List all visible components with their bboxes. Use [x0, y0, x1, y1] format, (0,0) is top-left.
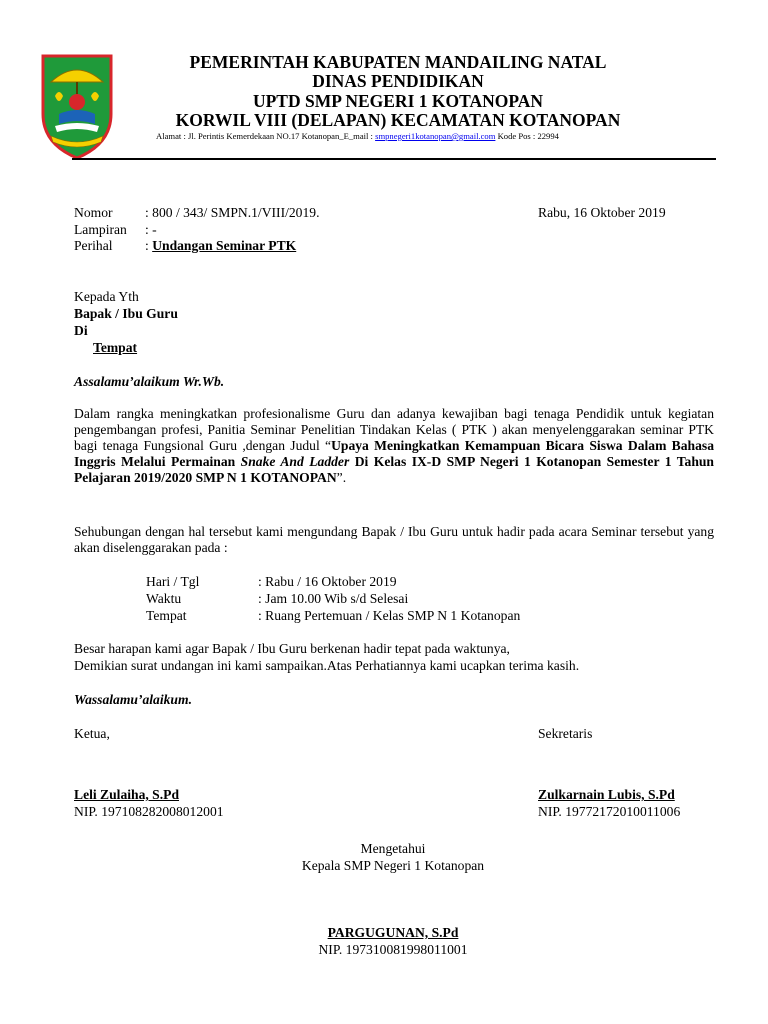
- detail-value-place: : Ruang Pertemuan / Kelas SMP N 1 Kotanopan: [258, 608, 521, 623]
- para1-title-italic: Snake And Ladder: [240, 454, 350, 469]
- email-link[interactable]: smpnegeri1kotanopan@gmail.com: [375, 131, 496, 141]
- approval-label: Mengetahui: [360, 841, 426, 856]
- lampiran-value: : -: [145, 222, 157, 237]
- detail-value-day: : Rabu / 16 Oktober 2019: [258, 574, 397, 589]
- para1-text-b: ”.: [336, 470, 347, 485]
- approval-nip: NIP. 197310081998011001: [318, 942, 468, 957]
- perihal-label: Perihal: [74, 238, 113, 253]
- header-school: UPTD SMP NEGERI 1 KOTANOPAN: [252, 91, 544, 111]
- para1-title-a: Upaya Meningkatkan Kemampuan Bicara Siswa Dalam Bahasa Inggris Melalui Permainan: [74, 438, 714, 469]
- signature-right-nip: NIP. 19772172010011006: [538, 804, 681, 819]
- wassalam: Wassalamu’alaikum.: [74, 692, 192, 707]
- header-government: PEMERINTAH KABUPATEN MANDAILING NATAL: [189, 52, 607, 72]
- para1-text-a: Dalam rangka meningkatkan profesionalisme Guru dan adanya kewajiban bagi tenaga Pendidik untuk kegiatan pengembangan profesi, Panitia Seminar Penelitian Tindakan Kelas ( PTK ) akan menyelenggarakan seminar PTK bagi tenaga Fungsional Guru ,dengan Judul “: [74, 406, 714, 453]
- header-region: KORWIL VIII (DELAPAN) KECAMATAN KOTANOPAN: [175, 110, 621, 130]
- recipient-line-1: Kepada Yth: [74, 289, 139, 304]
- approval-name: PARGUGUNAN, S.Pd: [327, 925, 459, 940]
- signature-left-nip: NIP. 197108282008012001: [74, 804, 224, 819]
- signature-right-name: Zulkarnain Lubis, S.Pd: [538, 787, 675, 802]
- perihal-colon: :: [145, 238, 153, 253]
- header-divider: [72, 158, 716, 160]
- recipient-line-3: Di: [74, 323, 88, 338]
- closing-line-1: Besar harapan kami agar Bapak / Ibu Guru berkenan hadir tepat pada waktunya,: [74, 641, 510, 656]
- paragraph-invitation: Sehubungan dengan hal tersebut kami mengundang Bapak / Ibu Guru untuk hadir pada acara Seminar tersebut yang akan diselenggarakan pada :: [74, 524, 714, 555]
- perihal-value: Undangan Seminar PTK: [152, 238, 297, 253]
- signature-left-role: Ketua,: [74, 726, 110, 741]
- perihal-row: [145, 238, 296, 254]
- greeting: Assalamu’alaikum Wr.Wb.: [74, 374, 225, 389]
- nomor-label: Nomor: [74, 205, 113, 220]
- header-office: DINAS PENDIDIKAN: [312, 71, 484, 91]
- header-address: [156, 131, 559, 141]
- address-text: Alamat : Jl. Perintis Kemerdekaan NO.17 Kotanopan_E_mail :: [156, 131, 376, 141]
- closing-line-2: Demikian surat undangan ini kami sampaikan.Atas Perhatiannya kami ucapkan terima kasih.: [74, 658, 580, 673]
- postal-code: Kode Pos : 22994: [495, 131, 559, 141]
- signature-right-role: Sekretaris: [538, 726, 593, 741]
- approval-role: Kepala SMP Negeri 1 Kotanopan: [301, 858, 485, 873]
- recipient-line-2: Bapak / Ibu Guru: [74, 306, 178, 321]
- recipient-line-4: Tempat: [93, 340, 138, 355]
- detail-label-time: Waktu: [146, 591, 182, 606]
- paragraph-intro: [74, 406, 714, 486]
- regency-logo: [37, 52, 117, 160]
- detail-value-time: : Jam 10.00 Wib s/d Selesai: [258, 591, 409, 606]
- detail-label-place: Tempat: [146, 608, 187, 623]
- signature-left-name: Leli Zulaiha, S.Pd: [74, 787, 180, 802]
- detail-label-day: Hari / Tgl: [146, 574, 200, 589]
- nomor-value: : 800 / 343/ SMPN.1/VIII/2019.: [145, 205, 320, 220]
- lampiran-label: Lampiran: [74, 222, 127, 237]
- letter-date: Rabu, 16 Oktober 2019: [538, 205, 666, 220]
- para1-title-b: Di Kelas IX-D SMP Negeri 1 Kotanopan Semester 1 Tahun Pelajaran 2019/2020 SMP N 1 KOTANOPAN: [74, 454, 714, 485]
